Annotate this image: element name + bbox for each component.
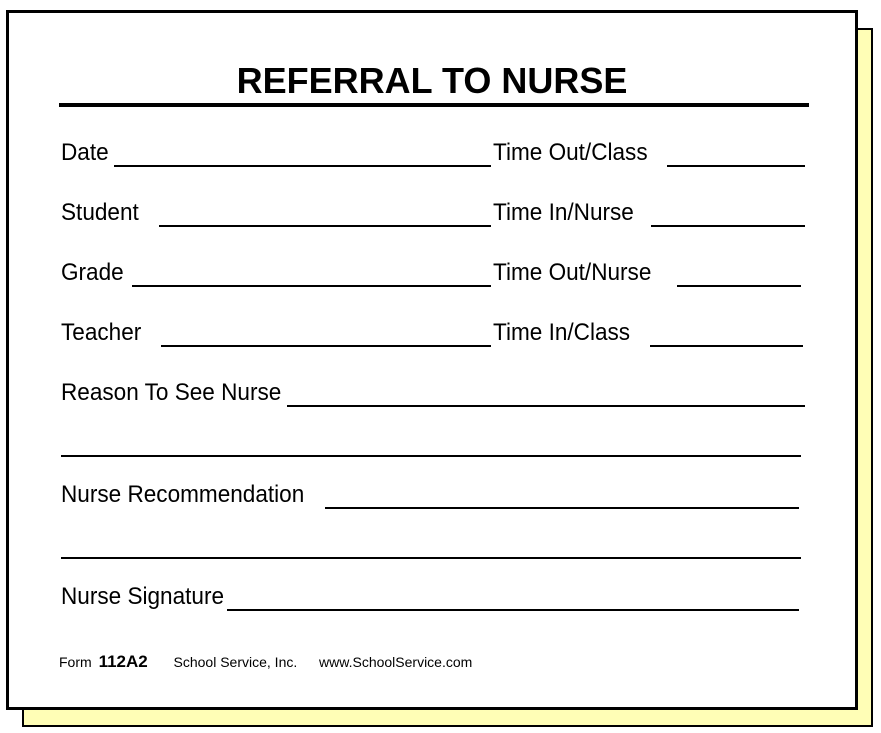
signature-line[interactable] — [227, 609, 799, 611]
time-in-nurse-line[interactable] — [651, 225, 805, 227]
time-out-class-label: Time Out/Class — [493, 139, 648, 166]
student-label: Student — [61, 199, 139, 226]
grade-label: Grade — [61, 259, 124, 286]
student-line[interactable] — [159, 225, 491, 227]
company-website: www.SchoolService.com — [319, 654, 473, 670]
recommendation-line-1[interactable] — [325, 507, 799, 509]
company-name: School Service, Inc. — [173, 654, 298, 670]
reason-line-2[interactable] — [61, 455, 801, 457]
time-in-class-label: Time In/Class — [493, 319, 631, 346]
signature-label: Nurse Signature — [61, 583, 225, 610]
time-out-nurse-line[interactable] — [677, 285, 801, 287]
referral-form-sheet — [6, 10, 858, 710]
time-out-nurse-label: Time Out/Nurse — [493, 259, 652, 286]
recommendation-line-2[interactable] — [61, 557, 801, 559]
form-title: REFERRAL TO NURSE — [236, 60, 628, 101]
form-footer — [59, 652, 472, 672]
reason-label: Reason To See Nurse — [61, 379, 282, 406]
date-line[interactable] — [114, 165, 491, 167]
time-out-class-line[interactable] — [667, 165, 805, 167]
form-prefix: Form — [59, 654, 92, 670]
time-in-class-line[interactable] — [650, 345, 803, 347]
teacher-line[interactable] — [161, 345, 491, 347]
recommendation-label: Nurse Recommendation — [61, 481, 305, 508]
form-number: 112A2 — [98, 652, 148, 671]
title-underline — [59, 103, 809, 107]
time-in-nurse-label: Time In/Nurse — [493, 199, 634, 226]
grade-line[interactable] — [132, 285, 491, 287]
date-label: Date — [61, 139, 109, 166]
reason-line-1[interactable] — [287, 405, 805, 407]
teacher-label: Teacher — [61, 319, 142, 346]
